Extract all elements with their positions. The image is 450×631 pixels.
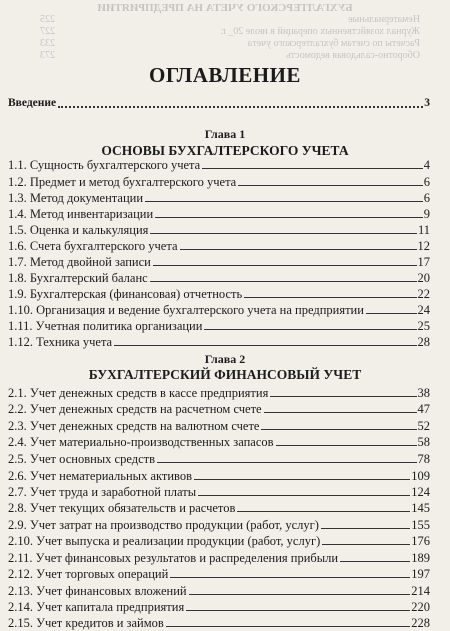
entry-text: 2.15. Учет кредитов и займов xyxy=(8,616,164,630)
entry-text: 1.5. Оценка и калькуляция xyxy=(8,223,149,237)
dot-leader xyxy=(340,561,410,562)
entry-page: 25 xyxy=(417,319,430,333)
toc-entry xyxy=(8,270,430,285)
entry-page: 197 xyxy=(411,567,430,581)
toc-entry xyxy=(8,157,430,172)
entry-text: 1.8. Бухгалтерский баланс xyxy=(8,271,148,285)
toc-entry xyxy=(8,254,430,269)
entry-text: 2.14. Учет капитала предприятия xyxy=(8,600,185,614)
toc-entry xyxy=(8,286,430,301)
toc-entry xyxy=(8,222,430,237)
toc-entry xyxy=(8,550,430,565)
dot-leader xyxy=(189,594,411,595)
entry-text: 1.12. Техника учета xyxy=(8,335,113,349)
dot-leader xyxy=(150,233,417,234)
toc-entry xyxy=(8,434,430,449)
entry-page: 12 xyxy=(417,239,430,253)
toc-entry xyxy=(8,401,430,416)
bleed-line: Оборотно-сальдовая ведомость 273 xyxy=(40,50,420,61)
entry-page: 52 xyxy=(417,419,430,433)
toc-entry xyxy=(8,385,430,400)
toc-entry xyxy=(8,206,430,221)
entry-text: 1.10. Организация и ведение бухгалтерского учета на предприятии xyxy=(8,303,364,317)
dot-leader xyxy=(237,511,410,512)
dot-leader xyxy=(153,265,417,266)
entry-text: 2.10. Учет выпуска и реализации продукции (работ, услуг) xyxy=(8,534,321,548)
toc-entry xyxy=(8,615,430,630)
entry-page: 176 xyxy=(411,534,430,548)
dot-leader xyxy=(155,217,423,218)
toc-entry xyxy=(8,302,430,317)
toc-entry xyxy=(8,484,430,499)
entry-page: 155 xyxy=(411,518,430,532)
entry-page: 28 xyxy=(417,335,430,349)
toc-entry xyxy=(8,451,430,466)
entry-text: 2.4. Учет материально-производственных запасов xyxy=(8,435,274,449)
entry-page: 4 xyxy=(423,158,430,172)
chapter-title: БУХГАЛТЕРСКИЙ ФИНАНСОВЫЙ УЧЕТ xyxy=(88,367,362,382)
entry-page: 6 xyxy=(423,191,430,205)
bleed-line: Расчеты по счетам бухгалтерского учета 233 xyxy=(40,38,420,49)
entry-text: 2.7. Учет труда и заработной платы xyxy=(8,485,197,499)
entry-text: 2.12. Учет торговых операций xyxy=(8,567,169,581)
entry-text: 2.1. Учет денежных средств в кассе предприятия xyxy=(8,386,269,400)
dot-leader xyxy=(114,345,416,346)
entry-text: 1.4. Метод инвентаризации xyxy=(8,207,154,221)
dot-leader xyxy=(238,185,423,186)
entry-text: 2.9. Учет затрат на производство продукции (работ, услуг) xyxy=(8,518,319,532)
dot-leader xyxy=(157,462,416,463)
entry-page: 20 xyxy=(417,271,430,285)
bleed-line: Нематериальные 225 xyxy=(40,14,420,25)
dot-leader xyxy=(202,168,423,169)
toc-entry xyxy=(8,583,430,598)
entry-text: 1.6. Счета бухгалтерского учета xyxy=(8,239,178,253)
entry-text: 2.2. Учет денежных средств на расчетном счете xyxy=(8,402,262,416)
toc-entry xyxy=(8,238,430,253)
entry-page: 145 xyxy=(411,501,430,515)
dot-leader xyxy=(180,249,417,250)
dot-leader xyxy=(145,201,423,202)
entry-text: 2.3. Учет денежных средств на валютном счете xyxy=(8,419,260,433)
toc-intro-entry xyxy=(8,95,430,110)
dot-leader xyxy=(244,297,416,298)
dot-leader xyxy=(194,479,410,480)
toc-entry xyxy=(8,468,430,483)
dot-leader xyxy=(186,610,410,611)
dot-leader xyxy=(261,429,416,430)
dot-leader xyxy=(264,412,417,413)
entry-page: 58 xyxy=(417,435,430,449)
entry-text: Введение xyxy=(8,97,57,109)
entry-page: 228 xyxy=(411,616,430,630)
entry-page: 109 xyxy=(411,469,430,483)
dot-leader xyxy=(270,396,416,397)
toc-entry xyxy=(8,517,430,532)
entry-text: 1.2. Предмет и метод бухгалтерского учета xyxy=(8,175,237,189)
chapter-title: ОСНОВЫ БУХГАЛТЕРСКОГО УЧЕТА xyxy=(101,143,349,158)
entry-page: 78 xyxy=(417,452,430,466)
entry-page: 214 xyxy=(411,584,430,598)
dot-leader xyxy=(366,313,417,314)
entry-page: 9 xyxy=(423,207,430,221)
dot-leader xyxy=(170,577,410,578)
toc-entry xyxy=(8,190,430,205)
toc-entry xyxy=(8,599,430,614)
bleed-header: БУХГАЛТЕРСКОГО УЧЕТА НА ПРЕДПРИЯТИИ xyxy=(97,2,353,14)
dot-leader xyxy=(322,544,410,545)
entry-text: 2.8. Учет текущих обязательств и расчетов xyxy=(8,501,236,515)
dot-leader xyxy=(166,626,410,627)
entry-text: 2.11. Учет финансовых результатов и распределения прибыли xyxy=(8,551,339,565)
entry-page: 124 xyxy=(411,485,430,499)
entry-text: 1.3. Метод документации xyxy=(8,191,144,205)
entry-text: 2.5. Учет основных средств xyxy=(8,452,156,466)
entry-page: 189 xyxy=(411,551,430,565)
toc-entry xyxy=(8,174,430,189)
entry-page: 24 xyxy=(417,303,430,317)
entry-page: 11 xyxy=(417,223,430,237)
entry-page: 38 xyxy=(417,386,430,400)
toc-entry xyxy=(8,533,430,548)
dot-leader xyxy=(150,281,417,282)
entry-text: 2.13. Учет финансовых вложений xyxy=(8,584,187,598)
toc-entry xyxy=(8,334,430,349)
entry-page: 22 xyxy=(417,287,430,301)
toc-entry xyxy=(8,318,430,333)
dot-leader xyxy=(204,329,416,330)
entry-page: 220 xyxy=(411,600,430,614)
dot-leader xyxy=(321,528,410,529)
toc-title: ОГЛАВЛЕНИЕ xyxy=(149,63,301,87)
entry-page: 17 xyxy=(417,255,430,269)
dot-leader xyxy=(58,106,423,108)
entry-text: 1.1. Сущность бухгалтерского учета xyxy=(8,158,201,172)
toc-entry xyxy=(8,500,430,515)
toc-entry xyxy=(8,418,430,433)
entry-text: 1.11. Учетная политика организации xyxy=(8,319,203,333)
entry-text: 2.6. Учет нематериальных активов xyxy=(8,469,193,483)
dot-leader xyxy=(276,445,417,446)
chapter-number: Глава 1 xyxy=(204,127,246,141)
dot-leader xyxy=(198,495,410,496)
entry-page: 6 xyxy=(423,175,430,189)
bleed-line: Журнал хозяйственных операций в июле 20_ г. 227 xyxy=(40,26,420,37)
entry-text: 1.7. Метод двойной записи xyxy=(8,255,151,269)
entry-text: 1.9. Бухгалтерская (финансовая) отчетность xyxy=(8,287,243,301)
chapter-number: Глава 2 xyxy=(204,352,246,366)
toc-entry xyxy=(8,566,430,581)
entry-page: 3 xyxy=(424,97,430,109)
entry-page: 47 xyxy=(417,402,430,416)
